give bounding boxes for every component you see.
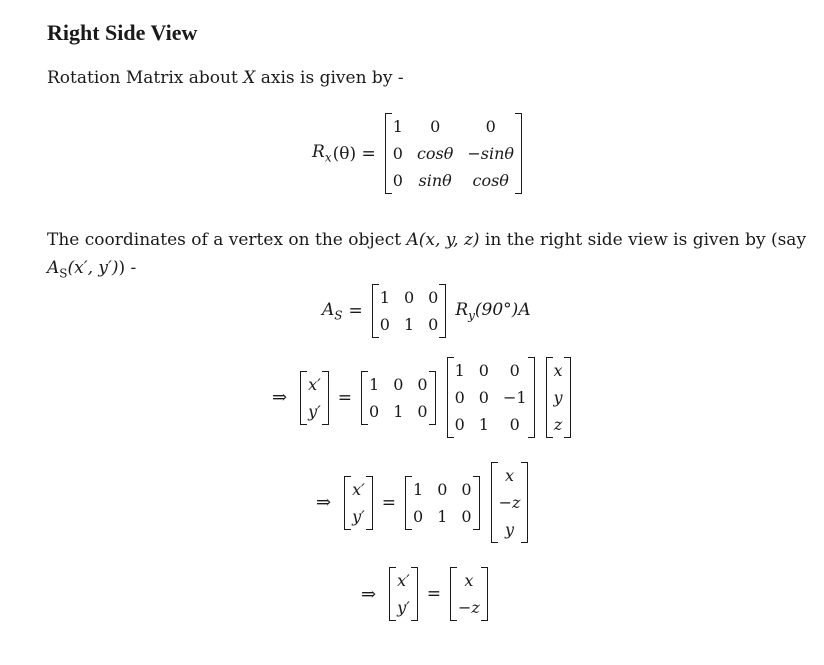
step1-projection-matrix — [361, 371, 436, 425]
coords-line2-end: ) - — [118, 258, 137, 278]
matrix-cell: 1 — [369, 374, 380, 394]
matrix-cell: x′ — [397, 571, 410, 590]
matrix-cell: 0 — [379, 315, 390, 334]
coordinates-paragraph — [47, 226, 807, 287]
intro-axis: X — [243, 68, 256, 88]
step2-vector — [491, 462, 529, 543]
intro-paragraph — [47, 64, 404, 92]
step2-equals: = — [381, 492, 397, 513]
intro-text-before: Rotation Matrix about — [47, 68, 244, 88]
matrix-cell: 0 — [428, 288, 439, 307]
matrix-cell: y′ — [352, 506, 365, 526]
step3-result-vector — [389, 567, 418, 621]
matrix-cell: 0 — [369, 401, 380, 421]
matrix-cell: x′ — [352, 479, 365, 499]
step2-equation — [316, 462, 531, 543]
step1-xyz-vector — [546, 357, 571, 438]
matrix-cell: 1 — [478, 415, 489, 434]
matrix-cell: x — [553, 361, 563, 380]
matrix-cell: 1 — [393, 401, 404, 421]
matrix-cell: y — [553, 388, 563, 407]
matrix-cell: cosθ — [472, 171, 509, 190]
matrix-cell: z — [553, 415, 563, 434]
matrix-cell: 1 — [413, 479, 424, 499]
matrix-cell: 0 — [403, 288, 415, 307]
rx-matrix — [385, 113, 522, 194]
implies-arrow: ⇒ — [316, 492, 332, 513]
matrix-cell: sinθ — [418, 171, 452, 190]
coords-as-arg: (x′, y′) — [67, 258, 119, 278]
matrix-cell: cosθ — [416, 144, 454, 163]
step1-equation — [272, 357, 574, 438]
matrix-cell: 1 — [392, 117, 403, 136]
rx-lhs: $R_x$ — [312, 142, 332, 165]
page-title: Right Side View — [47, 20, 198, 45]
matrix-cell: 0 — [478, 388, 489, 407]
matrix-cell: x′ — [308, 374, 321, 394]
as-equation — [322, 284, 531, 338]
coords-text-part2: in the right side view is given by (say — [479, 230, 807, 250]
rx-equation — [312, 113, 525, 194]
matrix-cell: 0 — [478, 361, 489, 380]
matrix-cell: 0 — [413, 506, 424, 526]
step3-equals: = — [426, 584, 442, 604]
matrix-cell: −z — [458, 598, 480, 617]
rx-lhs-arg: (θ) = — [332, 143, 376, 164]
step1-rotation-matrix — [447, 357, 535, 438]
as-projection-matrix — [372, 284, 447, 338]
as-equals: = — [348, 301, 363, 321]
step2-projection-matrix — [405, 476, 480, 530]
coords-vertex: A(x, y, z) — [406, 230, 480, 250]
matrix-cell: 0 — [417, 401, 428, 421]
step2-result-vector — [344, 476, 373, 530]
implies-arrow: ⇒ — [272, 387, 288, 408]
implies-arrow: ⇒ — [361, 583, 377, 605]
intro-text-after: axis is given by - — [255, 68, 404, 88]
matrix-cell: 0 — [509, 415, 520, 434]
matrix-cell: −z — [498, 493, 521, 512]
as-lhs: $A_S$ — [322, 299, 343, 323]
matrix-cell: 1 — [437, 506, 448, 526]
matrix-cell: 0 — [454, 388, 465, 407]
step1-result-vector — [300, 371, 329, 425]
step3-equation — [361, 567, 491, 621]
matrix-cell: y′ — [397, 598, 410, 617]
matrix-cell: x — [504, 466, 515, 485]
matrix-cell: 1 — [379, 288, 390, 307]
coords-text-part1: The coordinates of a vertex on the object — [47, 230, 407, 250]
matrix-cell: 0 — [392, 144, 403, 163]
matrix-cell: −1 — [502, 388, 527, 407]
matrix-cell: 0 — [461, 506, 472, 526]
matrix-cell: x — [464, 571, 474, 590]
matrix-cell: 0 — [430, 117, 441, 136]
matrix-cell: 0 — [393, 374, 404, 394]
matrix-cell: 0 — [417, 374, 428, 394]
as-rhs: $R_y(90^\circ)A$ — [455, 299, 531, 323]
coords-as-symbol: A — [47, 258, 60, 278]
matrix-cell: 0 — [392, 171, 403, 190]
matrix-cell: y′ — [308, 401, 321, 421]
matrix-cell: 0 — [509, 361, 520, 380]
matrix-cell: 0 — [485, 117, 496, 136]
matrix-cell: y — [504, 520, 515, 539]
matrix-cell: 0 — [461, 479, 472, 499]
matrix-cell: 0 — [437, 479, 448, 499]
step3-vector — [450, 567, 488, 621]
matrix-cell: 1 — [403, 315, 415, 334]
step1-equals: = — [337, 387, 353, 408]
matrix-cell: 0 — [454, 415, 465, 434]
matrix-cell: 0 — [428, 315, 439, 334]
matrix-cell: −sinθ — [467, 144, 515, 163]
matrix-cell: 1 — [454, 361, 465, 380]
coords-as-sub: S — [59, 266, 68, 281]
